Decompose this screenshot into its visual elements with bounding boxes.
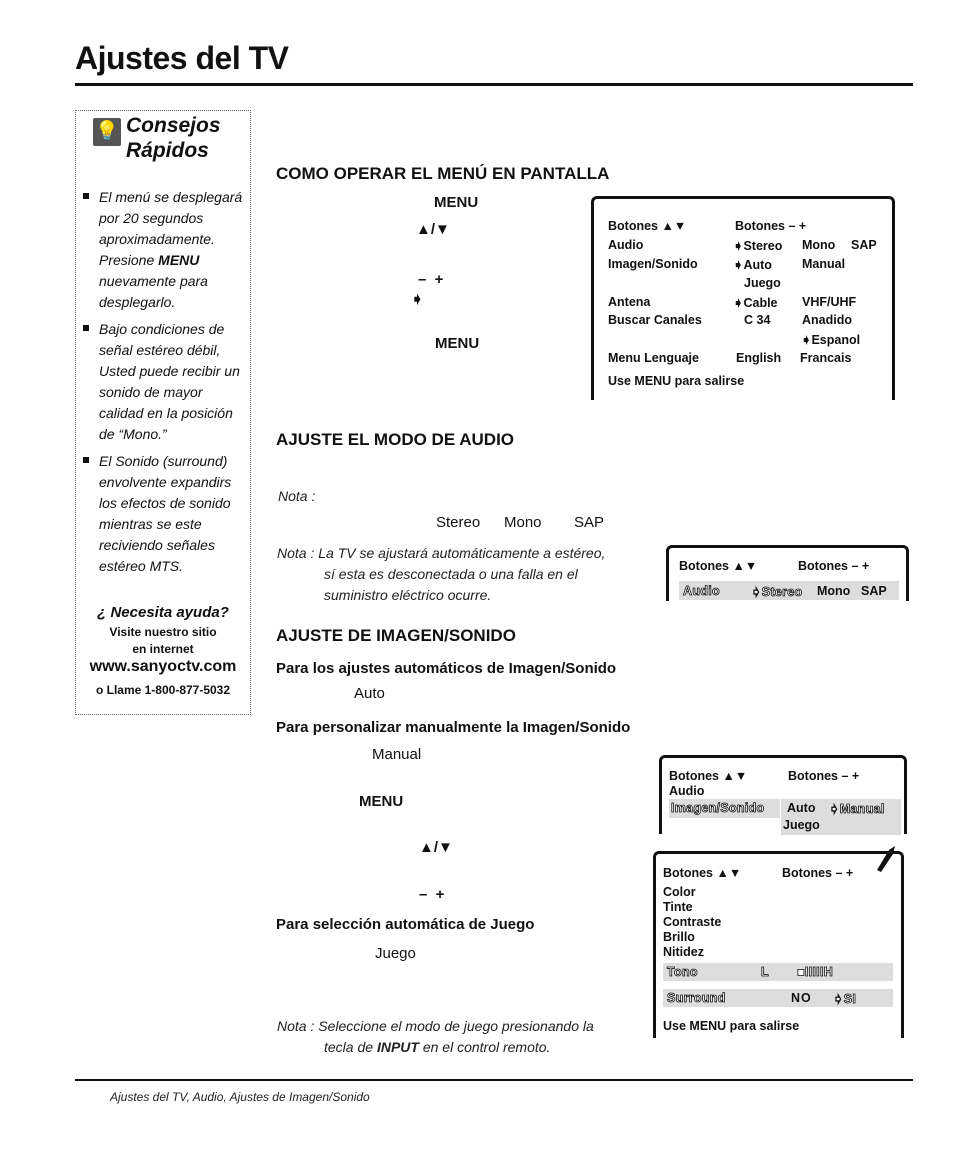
bullet-icon bbox=[83, 457, 89, 463]
tip-item: El menú se desplegará por 20 segundos aproximadamente. Presione MENU nuevamente para desplegarlo. bbox=[83, 187, 245, 317]
mode-value: Juego bbox=[375, 945, 416, 962]
note-text: sí esta es desconectada o una falla en el bbox=[324, 566, 578, 582]
phone-number: o Llame 1-800-877-5032 bbox=[95, 683, 231, 697]
updown-key: ▲/▼ bbox=[416, 221, 450, 238]
tip-item: Bajo condiciones de señal estéreo débil, Usted puede recibir un sonido de mayor calidad en la posición de “Mono.” bbox=[83, 319, 245, 449]
tv-menu-panel: Botones ▲▼ Botones – + Audio ➧Stereo Mono SAP Imagen/Sonido ➧Auto Manual Juego Antena ➧Cable VHF/UHF Buscar Canales C 34 Anadido ➧Espanol Menu Lenguaje English Francais Use MENU para salirse bbox=[591, 196, 895, 400]
menu-key: MENU bbox=[434, 194, 479, 211]
curl-arrow-icon bbox=[873, 842, 899, 874]
arrow-icon: ➧ bbox=[411, 291, 424, 308]
tv-menu-panel: Botones ▲▼ Botones – + Color Tinte Contraste Brillo Nitidez Tono L ■IIIIIH Surround NO ➧SI Use MENU para salirse bbox=[653, 851, 904, 1038]
audio-option: Stereo bbox=[436, 514, 481, 531]
footer-divider bbox=[75, 1079, 913, 1081]
lightbulb-icon: 💡 bbox=[93, 118, 121, 146]
page-title: Ajustes del TV bbox=[75, 40, 289, 76]
section-heading: AJUSTE EL MODO DE AUDIO bbox=[276, 430, 515, 449]
minus-plus-key: – + bbox=[418, 271, 444, 288]
menu-key: MENU bbox=[435, 335, 480, 352]
tip-item: El Sonido (surround) envolvente expandirs los efectos de sonido mientras se este reciviendo señales estéreo MTS. bbox=[83, 451, 245, 581]
bullet-icon bbox=[83, 193, 89, 199]
subheading: Para selección automática de Juego bbox=[276, 916, 535, 933]
bullet-icon bbox=[83, 325, 89, 331]
help-line: en internet bbox=[132, 642, 194, 656]
tv-menu-panel: Botones ▲▼ Botones – + Audio Imagen/Sonido Auto ➧Manual Juego bbox=[659, 755, 907, 834]
help-title: ¿ Necesita ayuda? bbox=[97, 604, 229, 621]
note-text: Nota : Seleccione el modo de juego presionando la bbox=[277, 1018, 594, 1034]
mode-value: Auto bbox=[354, 685, 385, 702]
menu-key: MENU bbox=[359, 793, 404, 810]
minus-plus-key: – + bbox=[419, 886, 445, 903]
footer-text: Ajustes del TV, Audio, Ajustes de Imagen/Sonido bbox=[110, 1090, 370, 1104]
subheading: Para personalizar manualmente la Imagen/Sonido bbox=[276, 719, 631, 736]
subheading: Para los ajustes automáticos de Imagen/Sonido bbox=[276, 660, 617, 677]
note-text: tecla de INPUT en el control remoto. bbox=[324, 1039, 551, 1055]
note-text: Nota : La TV se ajustará automáticamente a estéreo, bbox=[277, 545, 606, 561]
website-link[interactable]: www.sanyoctv.com bbox=[89, 658, 237, 675]
audio-option: SAP bbox=[574, 514, 605, 531]
quick-tips-title: Consejos Rápidos bbox=[126, 114, 221, 162]
audio-option: Mono bbox=[504, 514, 542, 531]
section-heading: AJUSTE DE IMAGEN/SONIDO bbox=[276, 626, 516, 645]
section-heading: COMO OPERAR EL MENÚ EN PANTALLA bbox=[276, 164, 610, 183]
updown-key: ▲/▼ bbox=[419, 839, 453, 856]
note-text: suministro eléctrico ocurre. bbox=[324, 587, 492, 603]
note-label: Nota : bbox=[278, 488, 316, 504]
title-divider bbox=[75, 83, 913, 86]
help-line: Visite nuestro sitio bbox=[109, 625, 217, 639]
tv-menu-panel: Botones ▲▼ Botones – + Audio ➧Stereo Mono SAP bbox=[666, 545, 909, 601]
mode-value: Manual bbox=[372, 746, 422, 763]
